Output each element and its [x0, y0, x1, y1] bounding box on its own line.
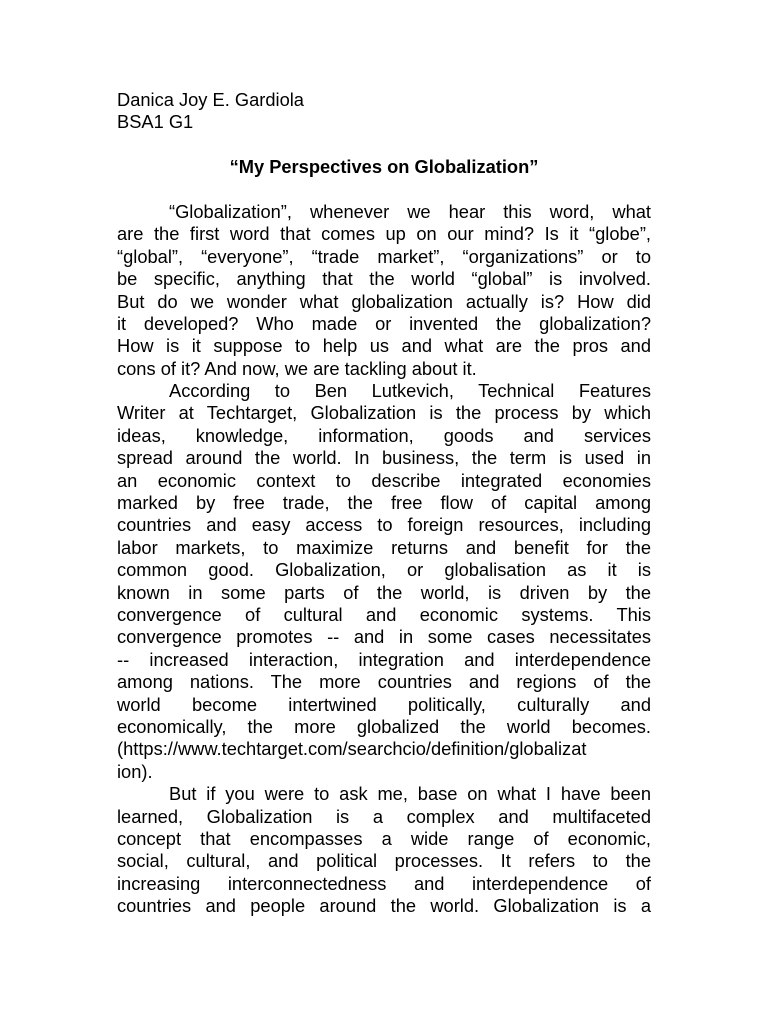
- document-body: [117, 89, 651, 917]
- paragraph-line: countries and easy access to foreign resources, including: [117, 514, 651, 536]
- paragraph-line: But if you were to ask me, base on what I have been: [169, 783, 651, 805]
- paragraph-line: common good. Globalization, or globalisation as it is: [117, 559, 651, 581]
- paragraph-line: learned, Globalization is a complex and multifaceted: [117, 805, 651, 827]
- paragraph-line: cons of it? And now, we are tackling about it.: [117, 357, 477, 379]
- paragraph-line: known in some parts of the world, is driven by the: [117, 581, 651, 603]
- paragraph-line: “Globalization”, whenever we hear this word, what: [169, 200, 651, 222]
- paragraph-line: But do we wonder what globalization actually is? How did: [117, 290, 651, 312]
- paragraph-3: [117, 783, 651, 917]
- spacer: [117, 134, 651, 156]
- paragraph-2: [117, 380, 651, 783]
- author-name: Danica Joy E. Gardiola: [117, 89, 304, 110]
- paragraph-line: “global”, “everyone”, “trade market”, “organizations” or to: [117, 245, 651, 267]
- paragraph-line: According to Ben Lutkevich, Technical Features: [169, 380, 651, 402]
- paragraph-line: marked by free trade, the free flow of capital among: [117, 492, 651, 514]
- paragraph-line: convergence of cultural and economic systems. This: [117, 603, 651, 625]
- paragraph-line: it developed? Who made or invented the globalization?: [117, 312, 651, 334]
- paragraph-line: How is it suppose to help us and what are the pros and: [117, 335, 651, 357]
- paragraph-line: ideas, knowledge, information, goods and services: [117, 424, 651, 446]
- paragraph-line: Writer at Techtarget, Globalization is the process by which: [117, 402, 651, 424]
- paragraph-line: countries and people around the world. Globalization is a: [117, 895, 651, 917]
- paragraph-line: an economic context to describe integrated economies: [117, 469, 651, 491]
- essay-title: “My Perspectives on Globalization”: [229, 156, 539, 178]
- paragraph-1: [117, 201, 651, 380]
- paragraph-line: economically, the more globalized the world becomes.: [117, 715, 651, 737]
- citation-url: (https://www.techtarget.com/searchcio/definition/globalizat: [117, 738, 587, 760]
- paragraph-line: concept that encompasses a wide range of economic,: [117, 827, 651, 849]
- paragraph-line: be specific, anything that the world “global” is involved.: [117, 268, 651, 290]
- paragraph-line: convergence promotes -- and in some cases necessitates: [117, 626, 651, 648]
- paragraph-line: among nations. The more countries and regions of the: [117, 671, 651, 693]
- paragraph-line: are the first word that comes up on our mind? Is it “globe”,: [117, 223, 651, 245]
- paragraph-line: -- increased interaction, integration and interdependence: [117, 648, 651, 670]
- citation-url: ion).: [117, 760, 153, 782]
- paragraph-line: labor markets, to maximize returns and benefit for the: [117, 536, 651, 558]
- paragraph-line: social, cultural, and political processes. It refers to the: [117, 850, 651, 872]
- paragraph-line: world become intertwined politically, culturally and: [117, 693, 651, 715]
- paragraph-line: spread around the world. In business, the term is used in: [117, 447, 651, 469]
- course-section: BSA1 G1: [117, 111, 194, 133]
- spacer: [117, 179, 651, 201]
- paragraph-line: increasing interconnectedness and interdependence of: [117, 872, 651, 894]
